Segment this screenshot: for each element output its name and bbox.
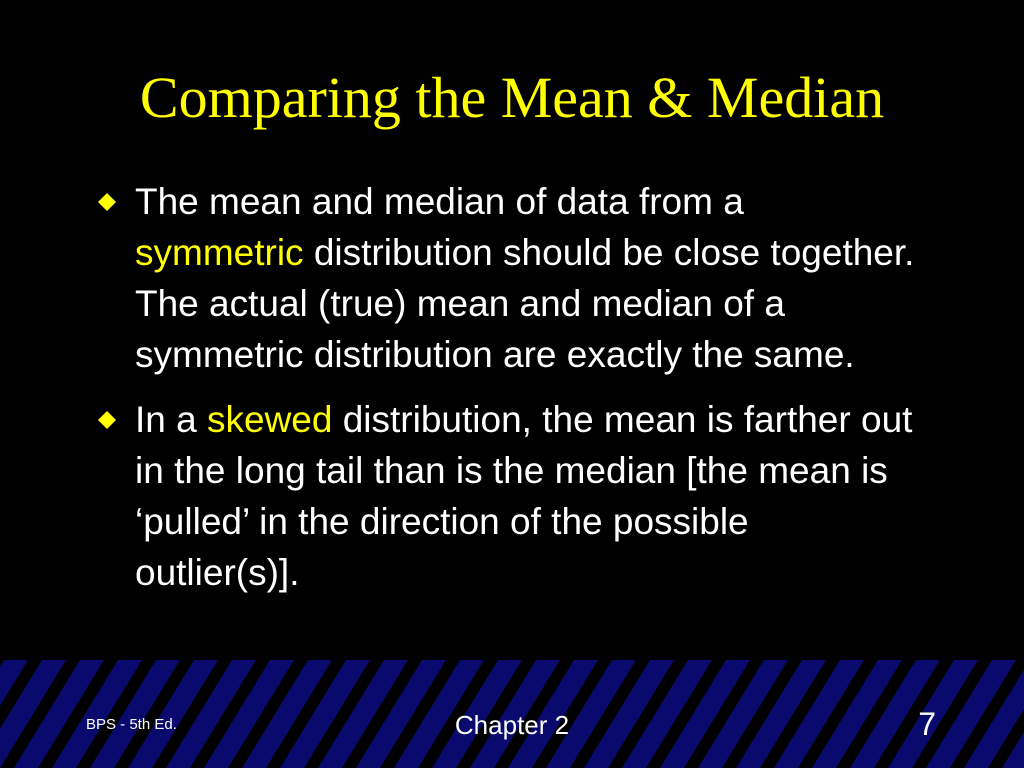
- slide-title: Comparing the Mean & Median: [139, 65, 885, 130]
- bullet-item: [98, 394, 918, 598]
- diamond-bullet-icon: [98, 193, 116, 211]
- highlight-term: skewed: [207, 399, 333, 440]
- footer-edition: BPS - 5th Ed.: [86, 716, 177, 733]
- bullet-item: [98, 176, 918, 380]
- bullet-text-part: In a: [135, 399, 207, 440]
- diamond-bullet-icon: [98, 411, 116, 429]
- footer-page-number: 7: [918, 706, 936, 742]
- highlight-term: symmetric: [135, 232, 304, 273]
- bullet-text-part: The mean and median of data from a: [135, 181, 744, 222]
- footer-chapter: Chapter 2: [454, 710, 570, 740]
- bullet-text-part: distribution, the mean is farther out in the long tail than is the median [the mean is ‘pulled’ in the direction of the possible outlier(s)].: [135, 399, 913, 593]
- bullet-list: [98, 176, 918, 612]
- bullet-text: [135, 399, 912, 593]
- bullet-text-part: distribution should be close together. The actual (true) mean and median of a symmetric distribution are exactly the same.: [135, 232, 915, 375]
- bullet-text: [135, 181, 914, 375]
